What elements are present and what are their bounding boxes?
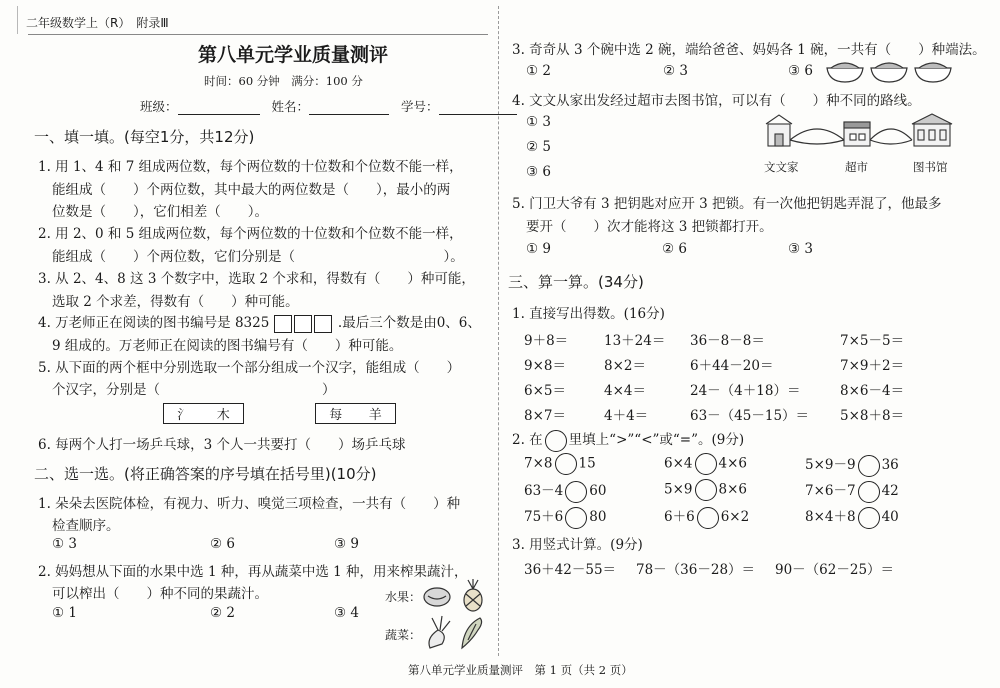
s3-q3-title: 3. 用竖式计算。(9分) <box>512 537 643 553</box>
calc-item[interactable]: 4＋4＝ <box>604 408 649 424</box>
bowl-icon <box>915 63 951 82</box>
s2-q2-line1: 2. 妈妈想从下面的水果中选 1 种，再从蔬菜中选 1 种，用来榨果蔬汁， <box>38 564 468 580</box>
calc-item[interactable]: 6＋44－20＝ <box>690 358 774 374</box>
radish-icon <box>429 616 450 648</box>
s1-q3-line1: 3. 从 2、4、8 这 3 个数字中，选取 2 个求和，得数有（ ）种可能， <box>38 271 475 287</box>
s1-q3-line2: 选取 2 个求差，得数有（ ）种可能。 <box>52 294 299 310</box>
s1-q1-line1: 1. 用 1、4 和 7 组成两位数，每个两位数的十位数和个位数不能一样， <box>38 159 463 175</box>
page-footer: 第八单元学业质量测评 第 1 页（共 2 页） <box>408 663 633 677</box>
student-info-line <box>140 97 517 115</box>
calc-item[interactable]: 13＋24＝ <box>604 333 666 349</box>
section2-title: 二、选一选。(将正确答案的序号填在括号里)(10分) <box>34 465 377 483</box>
radical-frame-1 <box>163 403 244 424</box>
calc-item[interactable]: 7×5－5＝ <box>840 333 905 349</box>
s3-q1-title: 1. 直接写出得数。(16分) <box>512 306 665 322</box>
frame2-part1: 每 <box>329 408 343 423</box>
compare-item: 6×4 4×6 <box>664 453 747 475</box>
digit-box-1[interactable] <box>274 315 292 333</box>
vertical-calc-item[interactable]: 78－（36－28）＝ <box>636 562 756 578</box>
bowl-icons <box>825 58 953 86</box>
calc-item[interactable]: 8×7＝ <box>524 408 566 424</box>
bowl-icon <box>827 63 863 82</box>
s2-q4-opt-b[interactable]: ② 5 <box>526 139 551 155</box>
frame2-part2: 羊 <box>368 408 382 423</box>
compare-item: 7×8 15 <box>524 453 596 475</box>
s2-q5-opt-a[interactable]: ① 9 <box>526 241 551 257</box>
s1-q5-line2: 个汉字，分别是（ ） <box>52 382 336 398</box>
s1-q2-line1: 2. 用 2、0 和 5 组成两位数，每个两位数的十位数和个位数不能一样， <box>38 226 463 242</box>
s1-q4-line1 <box>38 311 481 333</box>
s2-q1-line1: 1. 朵朵去医院体检，有视力、听力、嗅觉三项检查，一共有（ ）种 <box>38 496 461 512</box>
calc-item[interactable]: 24－（4＋18）＝ <box>690 383 801 399</box>
vegetable-icons <box>420 612 492 652</box>
s3-q2-title <box>512 428 744 452</box>
pomegranate-icon <box>424 588 450 606</box>
binding-line <box>17 6 18 34</box>
s2-q3: 3. 奇奇从 3 个碗中选 2 碗，端给爸爸、妈妈各 1 碗，一共有（ ）种端法。 <box>512 42 986 58</box>
compare-circle[interactable] <box>565 481 587 503</box>
s1-q1-line3: 位数是（ ），它们相差（ ）。 <box>52 204 268 220</box>
s2-q5-line1: 5. 门卫大爷有 3 把钥匙对应开 3 把锁。有一次他把钥匙弄混了，他最多 <box>512 196 942 212</box>
s2-q5-line2: 要开（ ）次才能将这 3 把锁都打开。 <box>526 219 773 235</box>
calc-item[interactable]: 9＋8＝ <box>524 333 569 349</box>
s1-q6: 6. 每两个人打一场乒乓球，3 个人一共要打（ ）场乒乓球 <box>38 437 406 453</box>
s2-q1-opt-c[interactable]: ③ 9 <box>334 536 359 552</box>
calc-item[interactable]: 36－8－8＝ <box>690 333 765 349</box>
compare-circle[interactable] <box>695 453 717 475</box>
s2-q5-opt-b[interactable]: ② 6 <box>662 241 687 257</box>
compare-circle[interactable] <box>697 507 719 529</box>
exam-meta: 时间：60 分钟 满分：100 分 <box>204 74 363 88</box>
section3-title: 三、算一算。(34分) <box>508 273 644 291</box>
s2-q2-opt-c[interactable]: ③ 4 <box>334 605 359 621</box>
calc-item[interactable]: 4×4＝ <box>604 383 646 399</box>
name-label: 姓名： <box>271 99 310 114</box>
s2-q3-opt-a[interactable]: ① 2 <box>526 63 551 79</box>
house-icon <box>766 115 792 146</box>
section1-title: 一、填一填。(每空1分，共12分) <box>34 128 255 146</box>
s2-q3-opt-c[interactable]: ③ 6 <box>788 63 813 79</box>
s2-q2-opt-a[interactable]: ① 1 <box>52 605 77 621</box>
calc-item[interactable]: 9×8＝ <box>524 358 566 374</box>
s1-q4-line2: 9 组成的。万老师正在阅读的图书编号有（ ）种可能。 <box>52 338 403 354</box>
s2-q4: 4. 文文从家出发经过超市去图书馆，可以有（ ）种不同的路线。 <box>512 93 921 109</box>
frame1-part2: 木 <box>216 408 230 423</box>
supermarket-icon <box>844 122 870 146</box>
calc-item[interactable]: 7×9＋2＝ <box>840 358 905 374</box>
vertical-calc-item[interactable]: 90－（62－25）＝ <box>775 562 895 578</box>
compare-circle[interactable] <box>858 481 880 503</box>
example-circle <box>545 430 567 452</box>
s1-q2-line2: 能组成（ ）个两位数，它们分别是（ ）。 <box>52 249 464 265</box>
pineapple-icon <box>464 579 482 611</box>
header-rule <box>28 34 488 35</box>
name-blank[interactable] <box>309 101 389 115</box>
book-tag: 二年级数学上（R） 附录Ⅲ <box>26 16 169 30</box>
compare-circle[interactable] <box>858 455 880 477</box>
compare-circle[interactable] <box>695 479 717 501</box>
bean-icon <box>462 618 482 648</box>
compare-circle[interactable] <box>555 453 577 475</box>
digit-box-2[interactable] <box>294 315 312 333</box>
compare-item: 75＋6 80 <box>524 505 606 529</box>
calc-item[interactable]: 8×2＝ <box>604 358 646 374</box>
s3-q2-title-b: 里填上“>”“<”或“=”。(9分) <box>568 432 745 448</box>
compare-item: 8×4＋8 40 <box>805 505 899 529</box>
page-title: 第八单元学业质量测评 <box>198 44 389 66</box>
s1-q4-text-a: 4. 万老师正在阅读的图书编号是 8325 <box>38 315 270 331</box>
veg-label: 蔬菜： <box>385 628 422 642</box>
compare-item: 6＋6 6×2 <box>664 505 749 529</box>
compare-item: 63－4 60 <box>524 479 606 503</box>
s2-q1-line2: 检查顺序。 <box>52 518 120 534</box>
s2-q5-opt-c[interactable]: ③ 3 <box>788 241 813 257</box>
calc-item[interactable]: 63－（45－15）＝ <box>690 408 810 424</box>
class-blank[interactable] <box>178 101 260 115</box>
route-label-home: 文文家 <box>764 160 799 174</box>
radical-frame-2 <box>315 403 396 424</box>
fruit-icons <box>420 578 492 612</box>
calc-item[interactable]: 5×8＋8＝ <box>840 408 905 424</box>
calc-item[interactable]: 6×5＝ <box>524 383 566 399</box>
s1-q4-text-b: .最后三个数是由0、6、 <box>337 315 481 331</box>
s3-q2-title-a: 2. 在 <box>512 432 543 448</box>
route-label-library: 图书馆 <box>913 160 948 174</box>
route-diagram <box>762 112 962 154</box>
fruit-label: 水果： <box>385 590 422 604</box>
route-label-market: 超市 <box>845 160 868 174</box>
compare-circle[interactable] <box>858 507 880 529</box>
compare-item: 5×9－9 36 <box>805 453 899 477</box>
s1-q1-line2: 能组成（ ）个两位数，其中最大的两位数是（ ），最小的两 <box>52 182 451 198</box>
calc-item[interactable]: 8×6－4＝ <box>840 383 905 399</box>
s2-q1-opt-a[interactable]: ① 3 <box>52 536 77 552</box>
s2-q2-opt-b[interactable]: ② 2 <box>210 605 235 621</box>
s2-q4-opt-c[interactable]: ③ 6 <box>526 164 551 180</box>
frame1-part1: 氵 <box>177 408 191 423</box>
library-icon <box>912 114 952 146</box>
s2-q4-opt-a[interactable]: ① 3 <box>526 114 551 130</box>
id-blank[interactable] <box>439 101 517 115</box>
s1-q5-line1: 5. 从下面的两个框中分别选取一个部分组成一个汉字，能组成（ ） <box>38 360 461 376</box>
s2-q1-opt-b[interactable]: ② 6 <box>210 536 235 552</box>
s2-q2-line2: 可以榨出（ ）种不同的果蔬汁。 <box>52 586 268 602</box>
compare-item: 7×6－7 42 <box>805 479 899 503</box>
bowl-icon <box>871 63 907 82</box>
compare-circle[interactable] <box>565 507 587 529</box>
s2-q3-opt-b[interactable]: ② 3 <box>663 63 688 79</box>
vertical-calc-item[interactable]: 36＋42－55＝ <box>524 562 617 578</box>
class-label: 班级： <box>140 99 178 114</box>
digit-box-3[interactable] <box>314 315 332 333</box>
id-label: 学号： <box>401 99 439 114</box>
compare-item: 5×9 8×6 <box>664 479 747 501</box>
